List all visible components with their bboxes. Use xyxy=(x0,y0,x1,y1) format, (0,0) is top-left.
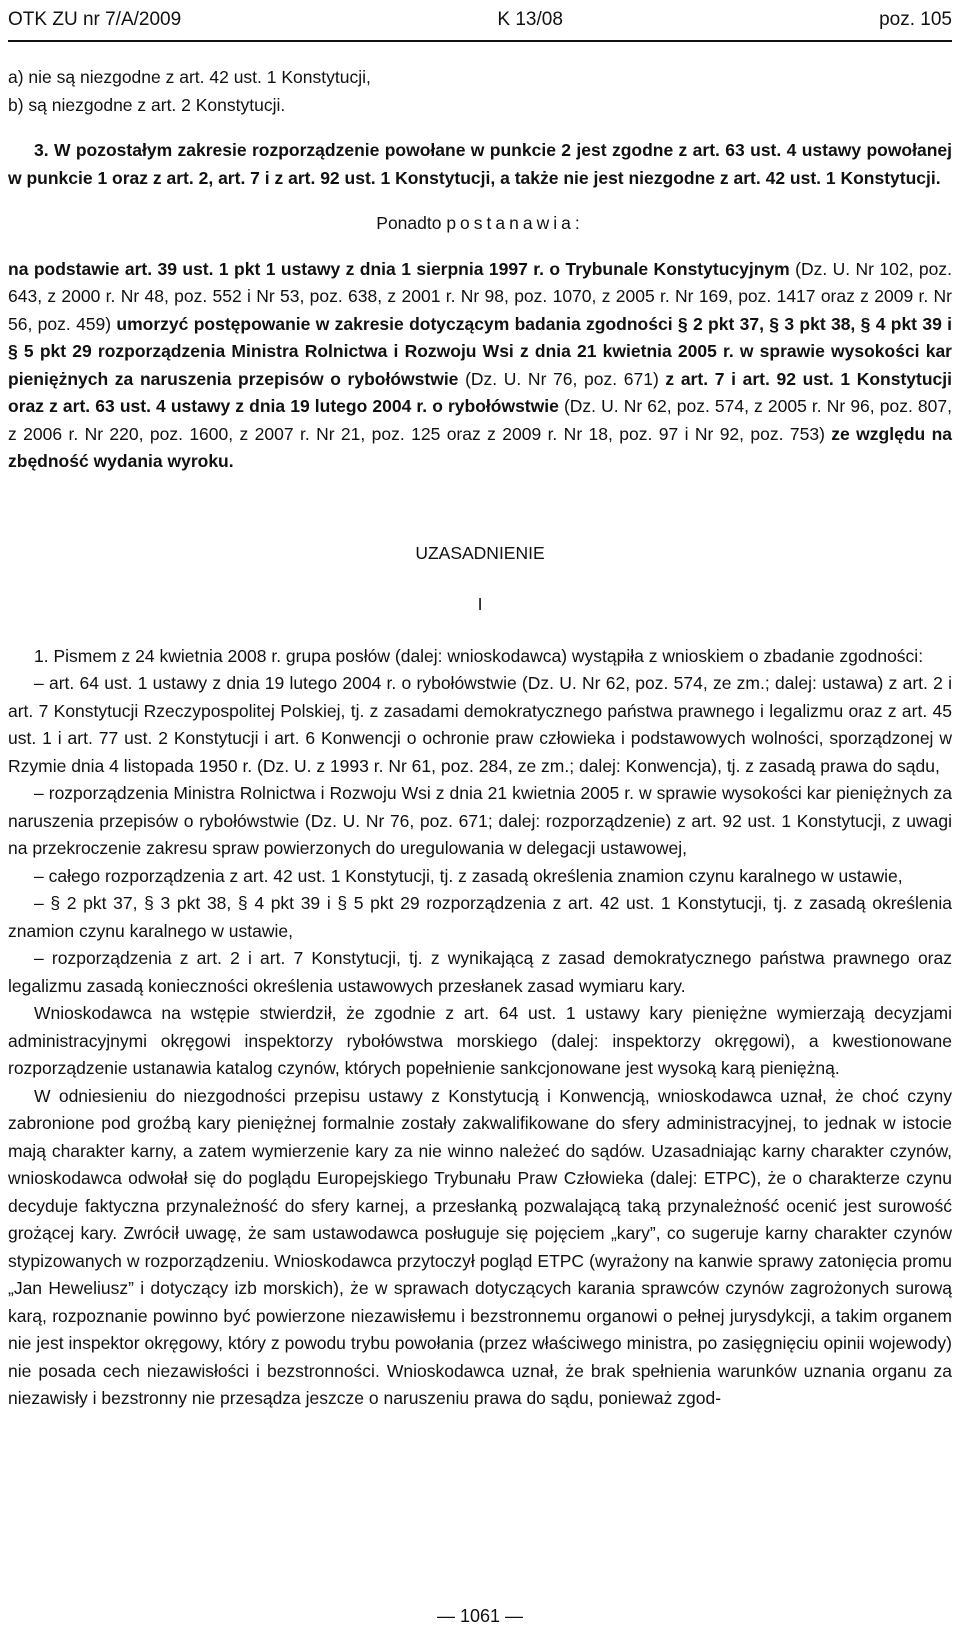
paragraph-3 xyxy=(8,137,952,192)
decision-bold-2: umorzyć postępowanie w zakresie dotyczącym badania zgodności § 2 pkt 37, § 3 pkt 38, § 4 pkt 39 i § 5 pkt 29 rozporządzenia Ministra Rolnictwa i Rozwoju Wsi z dnia 21 kwietnia 2005 r. w sprawie wysokości kar pieniężnych za naruszenia przepisów o rybołówstwie xyxy=(8,313,952,389)
paragraph-3-text: 3. W pozostałym zakresie rozporządzenie powołane w punkcie 2 jest zgodne z art. 63 ust. 4 ustawy powołanej w punkcie 1 oraz z art. 2, art. 7 i z art. 92 ust. 1 Konstytucji, a także nie jest niezgodne z art. 42 ust. 1 Konstytucji. xyxy=(8,140,952,188)
header-journal: OTK ZU nr 7/A/2009 xyxy=(8,9,182,30)
decision-text-3: (Dz. U. Nr 62, poz. 574, z 2005 r. Nr 96, poz. 807, z 2006 r. Nr 220, poz. 1600, z 2007 r. Nr 21, poz. 125 oraz z 2009 r. Nr 18, poz. 97 i Nr 92, poz. 753) xyxy=(8,396,952,444)
item-a: a) nie są niezgodne z art. 42 ust. 1 Konstytucji, xyxy=(8,67,371,87)
header-position: poz. 105 xyxy=(879,9,952,30)
list-item-4: – § 2 pkt 37, § 3 pkt 38, § 4 pkt 39 i § 5 pkt 29 rozporządzenia z art. 42 ust. 1 Konstytucji, tj. z zasadą określenia znamion czynu karalnego w ustawie, xyxy=(8,893,952,941)
ponadto-heading xyxy=(8,210,952,238)
list-item-5: – rozporządzenia z art. 2 i art. 7 Konstytucji, tj. z wynikającą z zasad demokratycznego państwa prawnego oraz legalizmu zasadą konieczności określenia ustawowych przesłanek zasad wymiaru kary. xyxy=(8,948,952,996)
page-number: — 1061 — xyxy=(436,1606,524,1626)
roman-numeral: I xyxy=(477,594,483,614)
paragraph-2: Wnioskodawca na wstępie stwierdził, że zgodnie z art. 64 ust. 1 ustawy kary pieniężne wymierzają decyzjami administracyjnymi okręgowi inspektorzy rybołówstwa morskiego (dalej: inspektorzy okręgowi), a kwestionowane rozporządzenie ustanawia katalog czynów, których popełnienie sankcjonowane jest wysoką karą pieniężną. xyxy=(8,1003,952,1078)
paragraph-1: 1. Pismem z 24 kwietnia 2008 r. grupa posłów (dalej: wnioskodawca) wystąpiła z wnioskiem o zbadanie zgodności: xyxy=(34,645,924,666)
list-item-1: – art. 64 ust. 1 ustawy z dnia 19 lutego 2004 r. o rybołówstwie (Dz. U. Nr 62, poz. 574, ze zm.; dalej: ustawa) z art. 2 i art. 7 Konstytucji Rzeczypospolitej Polskiej, tj. z zasadami demokratycznego państwa prawnego i legalizmu oraz z art. 45 ust. 1 i art. 77 ust. 2 Konstytucji i art. 6 Konwencji o ochronie praw człowieka i podstawowych wolności, sporządzonej w Rzymie dnia 4 listopada 1950 r. (Dz. U. z 1993 r. Nr 61, poz. 284, ze zm.; dalej: Konwencja), tj. z zasadą prawa do sądu, xyxy=(8,673,952,776)
document-body xyxy=(8,64,952,1413)
ponadto-word: Ponadto xyxy=(376,213,447,233)
document-page xyxy=(8,0,952,1642)
decision-paragraph xyxy=(8,256,952,476)
decision-bold-1: na podstawie art. 39 ust. 1 pkt 1 ustawy z dnia 1 sierpnia 1997 r. o Trybunale Konstytucyjnym xyxy=(8,258,790,279)
item-b: b) są niezgodne z art. 2 Konstytucji. xyxy=(8,94,286,115)
section-heading: UZASADNIENIE xyxy=(415,542,545,563)
decision-text-1: (Dz. U. Nr 102, poz. 643, z 2000 r. Nr 48, poz. 552 i Nr 53, poz. 638, z 2001 r. Nr 98, poz. 1070, z 2005 r. Nr 169, poz. 1417 oraz z 2009 r. Nr 56, poz. 459) xyxy=(8,258,952,334)
list-item-3: – całego rozporządzenia z art. 42 ust. 1 Konstytucji, tj. z zasadą określenia znamion czynu karalnego w ustawie, xyxy=(34,865,903,886)
header-case-number: K 13/08 xyxy=(497,9,563,30)
list-item-2: – rozporządzenia Ministra Rolnictwa i Rozwoju Wsi z dnia 21 kwietnia 2005 r. w sprawie wysokości kar pieniężnych za naruszenia przepisów o rybołówstwie (Dz. U. Nr 76, poz. 671; dalej: rozporządzenie) z art. 92 ust. 1 Konstytucji, z uwagi na przekroczenie zakresu spraw powierzonych do uregulowania w delegacji ustawowej, xyxy=(8,783,952,858)
postanawia-word: postanawia: xyxy=(446,213,584,233)
decision-bold-4: ze względu na zbędność wydania wyroku. xyxy=(8,423,953,471)
running-header xyxy=(8,0,952,42)
paragraph-3-body: W odniesieniu do niezgodności przepisu ustawy z Konstytucją i Konwencją, wnioskodawca uznał, że choć czyny zabronione pod groźbą kary pieniężnej formalnie zostały zakwalifikowane do sfery administracyjnej, to jednak w istocie mają charakter karny, a zatem wymierzenie kary za nie winno należeć do sądów. Uzasadniając karny charakter czynów, wnioskodawca odwołał się do poglądu Europejskiego Trybunału Praw Człowieka (dalej: ETPC), że o charakterze czynu decyduje faktyczna przynależność do sfery karnej, a przesłanką pozwalającą taką przynależność ocenić jest surowość grożącej kary. Zwrócił uwagę, że sam ustawodawca posługuje się pojęciem „kary”, co sugeruje karny charakter czynów stypizowanych w rozporządzeniu. Wnioskodawca przytoczył pogląd ETPC (wyrażony na kanwie sprawy zatonięcia promu „Jan Heweliusz” i dotyczący izb morskich), że w sprawach dotyczących karania sprawców czynów zagrożonych surową karą, rozpoznanie powinno być powierzone niezawisłemu i bezstronnemu organowi o pełnej jurysdykcji, a takim organem nie jest inspektor okręgowy, który z powodu trybu powołania (przez właściwego ministra, po zasięgnięciu opinii wojewody) nie posada cech niezawisłości i bezstronności. Wnioskodawca uznał, że brak spełnienia warunków uznania organu za niezawisły i bezstronny nie przesądza jeszcze o naruszeniu prawa do sądu, ponieważ zgod- xyxy=(8,1085,952,1408)
decision-bold-3: z art. 7 i art. 92 ust. 1 Konstytucji oraz z art. 63 ust. 4 ustawy z dnia 19 lutego 2004 r. o rybołówstwie xyxy=(8,368,952,416)
decision-text-2: (Dz. U. Nr 76, poz. 671) xyxy=(458,368,666,389)
